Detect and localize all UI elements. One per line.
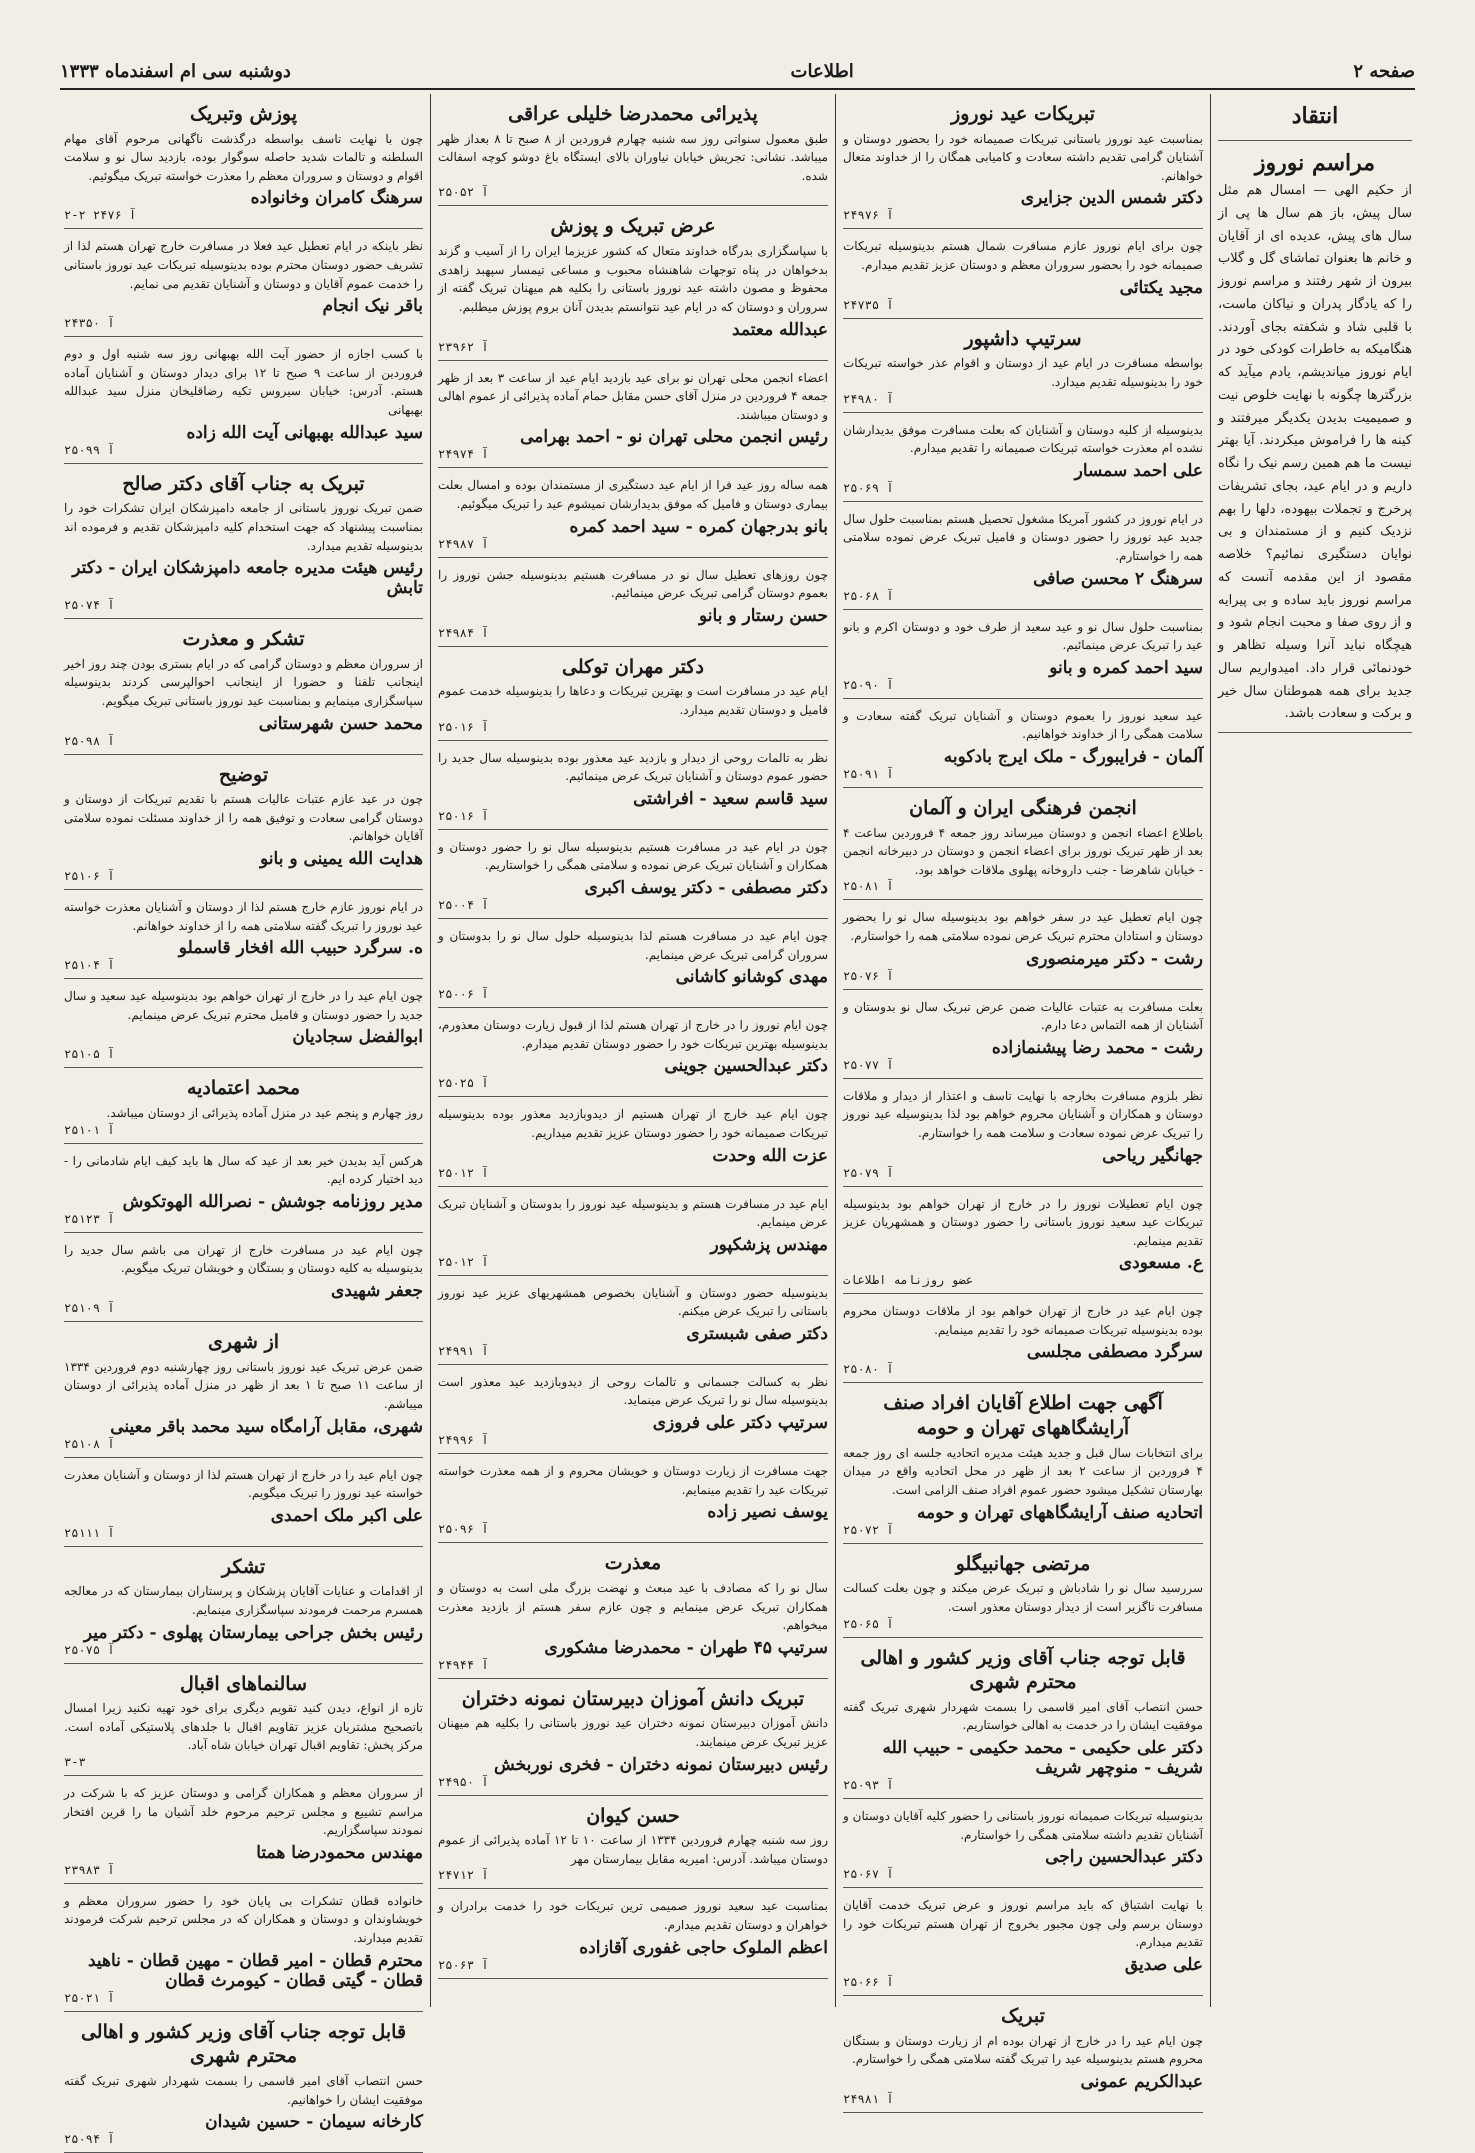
notice-body: هرکس آید بدیدن خیر بعد از عید که سال ها باید کیف ایام شادمانی را - دید اختیار کرده ایم. <box>64 1153 423 1187</box>
notice-body: عید سعید نوروز را بعموم دوستان و آشنایان تبریک گفته سعادت و سلامت همگی را از خداوند خواهانیم. <box>843 708 1203 742</box>
notice-card <box>438 927 828 1008</box>
notice-code: ۲-۲ آ ۲۴۷۶ <box>64 208 137 223</box>
notice-signature: مهدی کوشانو کاشانی <box>675 967 828 988</box>
notice-card <box>64 1076 423 1143</box>
notice-body: روز چهارم و پنجم عید در منزل آماده پذیرائی از دوستان میباشد. <box>106 1106 423 1121</box>
notice-title: تشکر <box>221 1555 266 1578</box>
notice-signature: شهری، مقابل آرامگاه سید محمد باقر معینی <box>110 1416 423 1437</box>
notice-body: بمناسبت عید نوروز باستانی تبریکات صمیمانه خود را بحضور دوستان و آشنایان گرامی تقدیم داشته سعادت و کامیابی همگان را از خداوند متعال خواهانم. <box>843 131 1203 183</box>
notice-signature: مهندس محمودرضا همتا <box>256 1842 423 1863</box>
header-rule <box>60 88 1415 90</box>
notices-column-1 <box>60 98 427 2147</box>
notice-body: تازه از انواع، دیدن کنید تقویم دیگری برای خود تهیه نکنید زیرا امسال باتصحیح مشتریان عزیز تقاویم اقبال با جلدهای پلاستیکی آماده است. مرکز پخش: تقاویم اقبال تهران خیابان شاه آباد. <box>64 1701 423 1753</box>
notice-body: چون برای ایام نوروز عازم مسافرت شمال هستم بدینوسیله تبریکات صمیمانه خود را بحضور سروران معظم و دوستان عزیز تقدیم میدارم. <box>843 239 1203 273</box>
notice-body: چون ایام نوروز را در خارج از تهران هستم لذا از قبول زیارت دوستان معذورم، بدینوسیله بهترین تبریکات خود را حضور دوستان تقدیم میدارم. <box>438 1018 828 1051</box>
notice-signature: عزت الله وحدت <box>712 1145 828 1166</box>
notice-code: آ ۲۴۹۴۴ <box>438 1657 489 1672</box>
notice-code: آ ۲۴۹۸۱ <box>843 2091 894 2106</box>
notice-signature: مدیر روزنامه جوشش - نصرالله الهوتکوش <box>122 1191 423 1212</box>
notice-title: حسن کیوان <box>586 1804 680 1827</box>
notice-signature: سید عبدالله بهبهانی آیت الله زاده <box>186 422 423 443</box>
notice-code: آ ۲۴۹۸۷ <box>438 536 489 551</box>
notice-code: آ ۲۵۰۱۶ <box>438 719 489 734</box>
notice-body: ضمن عرض تبریک عید نوروز باستانی روز چهارشنبه دوم فروردین ۱۳۳۴ از ساعت ۱۱ صبح تا ۱ بعد از ظهر در منزل آماده پذیرائی از دوستان میباشم. <box>64 1359 423 1411</box>
notice-title: مرتضی جهانبیگلو <box>955 1552 1091 1575</box>
notice-body: از سروران معظم و دوستان گرامی که در ایام بستری بودن چند روز اخیر اینجانب تلفنا و حضورا از اینجانب احوالپرسی کردند بدینوسیله سپاسگزاری مینمایم و بمناسبت عید نوروز باستانی تبریک میگویم. <box>64 656 423 708</box>
notice-card <box>64 237 423 337</box>
notice-code: آ ۲۵۱۰۴ <box>64 958 115 973</box>
notice-code: آ ۲۵۰۸۱ <box>843 879 894 894</box>
notice-card <box>64 102 423 229</box>
editorial-column <box>1214 98 1416 2007</box>
notice-code: آ ۲۵۰۶۶ <box>843 1975 894 1990</box>
notice-body: ایام عید در مسافرت هستم و بدینوسیله عید نوروز را بدوستان و آشنایان تبریک عرض مینمایم. <box>438 1196 828 1230</box>
notice-code: آ ۲۵۰۷۲ <box>843 1522 894 1537</box>
notice-code: آ ۲۴۷۱۲ <box>438 1868 489 1883</box>
notice-code: آ ۲۴۹۵۰ <box>438 1774 489 1789</box>
notice-body: چون ایام عید خارج از تهران هستیم از دیدوبازدید معذور بوده بدینوسیله تبریکات صمیمانه خود را حضور دوستان عزیز تقدیم میداریم. <box>438 1107 828 1140</box>
notice-card <box>438 214 828 360</box>
notice-code: آ ۲۵۱۰۶ <box>64 869 115 884</box>
notice-body: باطلاع اعضاء انجمن و دوستان میرساند روز جمعه ۴ فروردین ساعت ۴ بعد از ظهر تبریک نوروز برای اعضاء انجمن و دوستان در دبیرخانه انجمن - خیابان شاهرضا - جنب داروخانه پهلوی ملاقات خواهد بود. <box>843 825 1203 877</box>
notice-title: محمد اعتمادیه <box>186 1077 301 1100</box>
notice-code: آ ۲۵۰۲۵ <box>438 1076 489 1091</box>
column-divider <box>430 94 431 2007</box>
notice-title: سرتیپ داشپور <box>964 327 1082 350</box>
notice-card <box>438 1373 828 1454</box>
notice-card <box>438 1687 828 1796</box>
notice-card <box>64 1330 423 1457</box>
notice-signature: بانو بدرجهان کمره - سید احمد کمره <box>569 516 828 537</box>
notice-card <box>843 1195 1203 1295</box>
notice-signature: ابوالفضل سجادیان <box>292 1027 423 1048</box>
notice-card <box>843 2004 1203 2113</box>
notice-title: تبریک دانش آموزان دبیرستان نمونه دختران <box>461 1687 805 1710</box>
notice-title: انجمن فرهنگی ایران و آلمان <box>909 796 1137 819</box>
notice-body: با نهایت اشتیاق که باید مراسم نوروز و عرض تبریک خدمت آقایان دوستان برسم ولی چون مجبور بخروج از تهران هستم تبریکات خود را تقدیم میدارم. <box>843 1898 1203 1950</box>
notice-card <box>438 1462 828 1543</box>
notice-card <box>843 1087 1203 1187</box>
notice-card <box>438 369 828 469</box>
notice-title: آگهی جهت اطلاع آقایان افراد صنف آرایشگاههای تهران و حومه <box>883 1392 1163 1440</box>
notice-card <box>438 476 828 557</box>
notice-code: آ ۲۵۰۹۴ <box>64 2132 115 2147</box>
notice-signature: حسن رستار و بانو <box>699 605 828 626</box>
notice-card <box>438 1105 828 1186</box>
notice-code: آ ۲۵۰۸۰ <box>843 1362 894 1377</box>
notice-code: آ ۲۵۰۶۳ <box>438 1957 489 1972</box>
notice-body: چون ایام عید را در خارج از تهران بوده ام از زیارت دوستان و بستگان محروم هستم بدینوسیله عید را تبریک گفته سلامتی همگی را خواستارم. <box>843 2033 1203 2067</box>
notice-code: آ ۲۵۰۹۶ <box>438 1522 489 1537</box>
notice-signature: رشت - دکتر میرمنصوری <box>1025 948 1203 969</box>
notice-signature: دکتر عبدالحسین جوینی <box>664 1056 828 1077</box>
notice-body: چون ایام عید را در خارج از تهران هستم لذا از دوستان و آشنایان معذرت خواسته عید نوروز را تبریک میگویم. <box>64 1467 423 1501</box>
notice-code: آ ۲۴۹۸۴ <box>438 625 489 640</box>
notice-title: مراسم نوروز <box>1254 149 1376 176</box>
notice-body: بعلت مسافرت به عتبات عالیات ضمن عرض تبریک سال نو بدوستان و آشنایان از همه التماس دعا دارم. <box>843 999 1203 1033</box>
notice-code: آ ۲۵۰۹۸ <box>64 733 115 748</box>
notice-signature: اتحادیه صنف آرایشگاههای تهران و حومه <box>916 1502 1203 1523</box>
notice-signature: دکتر صفی شبستری <box>686 1323 828 1344</box>
notice-body: بواسطه مسافرت در ایام عید از دوستان و اقوام عذر خواسته تبریکات خود را بدینوسیله تقدیم میدارد. <box>843 356 1203 389</box>
notice-card <box>1218 102 1412 141</box>
column-divider <box>1210 94 1211 2007</box>
notice-code: آ ۲۵۱۰۵ <box>64 1047 115 1062</box>
notice-code: آ ۲۵۰۶۸ <box>843 588 894 603</box>
notice-signature: رئیس هیئت مدیره جامعه دامپزشکان ایران - دکتر تابش <box>72 558 423 599</box>
notice-code: آ ۲۵۰۶۷ <box>843 1867 894 1882</box>
notice-signature: دکتر علی حکیمی - محمد حکیمی - حبیب الله شریف - منوچهر شریف <box>882 1738 1203 1779</box>
notice-signature: ه. سرگرد حبیب الله افخار قاسملو <box>178 938 423 959</box>
notice-card <box>64 1892 423 2012</box>
notice-card <box>64 472 423 619</box>
notice-body: طبق معمول سنواتی روز سه شنبه چهارم فروردین از ۸ صبح تا ۸ بعداز ظهر میباشد. نشانی: تجریش خیابان نیاوران بالای ایستگاه باغ دوشو کوچه اسفالت شده. <box>438 131 828 183</box>
notice-body: چون در عید عازم عتبات عالیات هستم با تقدیم تبریکات از دوستان و دوستان گرامی سعادت و توفیق همه را از خداوند مسئلت نموده سلامتی آقایان خواهانم. <box>64 792 423 844</box>
notice-code: ۳-۳ <box>64 1755 86 1770</box>
notice-body: با کسب اجازه از حضور آیت الله بهبهانی روز سه شنبه اول و دوم فروردین از ساعت ۹ صبح تا ۱۲ برای دیدار دوستان و آشنایان آماده هستم. آدرس: خیابان سیروس تکیه رضاقلیخان منزل سید عبدالله بهبهانی <box>64 347 423 418</box>
notice-card <box>843 796 1203 900</box>
notice-signature: علی صدیق <box>1124 1955 1203 1976</box>
notice-signature: آلمان - فرایبورگ - ملک ایرج بادکوبه <box>943 746 1203 767</box>
notice-body: در ایام نوروز در کشور آمریکا مشغول تحصیل هستم بمناسبت حلول سال جدید عید نوروز را حضور دوستان و فامیل تبریک عرض نموده سلامتی همه را خواستارم. <box>843 511 1203 563</box>
notice-card <box>438 749 828 830</box>
notice-code: آ ۲۵۱۱۱ <box>64 1525 115 1540</box>
column-divider <box>835 94 836 2007</box>
notice-card <box>843 908 1203 989</box>
notice-body: جهت مسافرت از زیارت دوستان و خویشان محروم و از همه معذرت خواسته تبریکات عید را تقدیم مینمایم. <box>438 1464 828 1497</box>
notice-title: تبریک <box>1001 2005 1045 2028</box>
notice-body: بدینوسیله حضور دوستان و آشنایان بخصوص همشهریهای عزیز عید نوروز باستانی را تبریک عرض میکنم. <box>438 1285 828 1319</box>
notice-signature: هدایت الله یمینی و بانو <box>260 849 423 870</box>
notice-signature: سید قاسم سعید - افراشتی <box>633 788 828 809</box>
notice-code: آ ۲۵۰۹۱ <box>843 766 894 781</box>
notice-body: روز سه شنبه چهارم فروردین ۱۳۳۴ از ساعت ۱۰ تا ۱۲ آماده پذیرائی از عموم دوستان میباشد. آدرس: امیریه مقابل بیمارستان مهر <box>438 1833 828 1866</box>
notice-code: آ ۲۵۰۰۶ <box>438 987 489 1002</box>
notice-code: آ ۲۵۰۱۲ <box>438 1254 489 1269</box>
notice-card <box>438 102 828 206</box>
notice-body: همه ساله روز عید فرا از ایام عید دستگیری از مستمندان بوده و امسال بعلت بیماری دوستان و فامیل که موفق بدیدارشان نمیشوم عید را تبریک میگوئیم. <box>438 478 828 511</box>
notice-signature: رئیس دبیرستان نمونه دختران - فخری نوربخش <box>493 1754 828 1775</box>
notice-signature: باقر نیک انجام <box>322 296 423 317</box>
notice-code: آ ۲۵۰۹۳ <box>843 1778 894 1793</box>
notice-card <box>843 421 1203 502</box>
notice-card <box>843 237 1203 318</box>
notice-card <box>438 1897 828 1978</box>
notice-title: سالنماهای اقبال <box>180 1672 307 1695</box>
notice-code: آ ۲۴۹۸۰ <box>843 391 894 406</box>
notice-signature: محترم قطان - امیر قطان - مهین قطان - ناهید قطان - گیتی قطان - کیومرث قطان <box>87 1950 423 1991</box>
notice-title: قابل توجه جناب آقای وزیر کشور و اهالی محترم شهری <box>80 2020 407 2068</box>
notice-title: تبریک به جناب آقای دکتر صالح <box>122 472 365 495</box>
notices-column-2 <box>434 98 832 2007</box>
notice-card <box>64 763 423 890</box>
notice-signature: سرتیپ ۴۵ طهران - محمدرضا مشکوری <box>544 1637 828 1658</box>
notice-body: چون ایام عید در مسافرت خارج از تهران می باشم سال جدید را بدینوسیله به کلیه دوستان و بستگان و خویشان تبریک میگویم. <box>64 1242 423 1276</box>
notice-title: تشکر و معذرت <box>182 628 305 651</box>
notice-body: برای انتخابات سال قبل و جدید هیئت مدیره اتحادیه جلسه ای روز جمعه ۴ فروردین از ساعت ۲ بعد از ظهر در محل اتحادیه واقع در میدان بهارستان تشکیل میشود حضور عموم افراد صنف الزامی است. <box>843 1445 1203 1498</box>
notice-body: حسن انتصاب آقای امیر قاسمی را بسمت شهردار شهری تبریک گفته موفقیت ایشان را در خدمت به اهالی خواستاریم. <box>843 1699 1203 1733</box>
notice-signature: دکتر مصطفی - دکتر یوسف اکبری <box>584 877 828 898</box>
notice-card <box>438 566 828 647</box>
notice-title: قابل توجه جناب آقای وزیر کشور و اهالی محترم شهری <box>860 1646 1186 1694</box>
notice-body: حسن انتصاب آقای امیر قاسمی را بسمت شهردار شهری تبریک گفته موفقیت ایشان را خواهانیم. <box>64 2074 423 2107</box>
notice-title: پذیرائی محمدرضا خلیلی عراقی <box>508 103 758 125</box>
notice-code: آ ۲۴۹۷۴ <box>438 447 489 462</box>
notice-code: آ ۲۵۰۲۱ <box>64 1990 115 2005</box>
notice-body: اعضاء انجمن محلی تهران نو برای عید بازدید ایام عید از ساعت ۳ بعد از ظهر جمعه ۴ فروردین در منزل آقای حسن مقابل حمام آماده پذیرائی از عموم اهالی و دوستان میباشند. <box>438 370 828 422</box>
notice-title: توضیح <box>218 763 269 786</box>
notice-card <box>64 1555 423 1664</box>
notice-signature: علی احمد سمسار <box>1074 460 1203 481</box>
notice-title: دکتر مهران توکلی <box>562 655 704 678</box>
paper-name: اطلاعات <box>790 60 854 82</box>
notice-card <box>438 838 828 919</box>
notice-code: آ ۲۴۷۳۵ <box>843 297 894 312</box>
notice-body: سال نو را که مصادف با عید مبعث و نهضت بزرگ ملی است به دوستان و همکاران تبریک عرض مینمایم و چون عازم سفر هستم از بازدید معذرت میخواهم. <box>438 1580 828 1633</box>
notice-code: آ ۲۵۰۷۶ <box>843 968 894 983</box>
notice-code: آ ۲۵۰۰۴ <box>438 897 489 912</box>
notice-body: بمناسبت عید سعید نوروز صمیمی ترین تبریکات خود را خدمت برادران و خواهران و دوستان تقدیم میدارم. <box>438 1899 828 1933</box>
issue-date: دوشنبه سی ام اسفندماه ۱۳۳۳ <box>60 60 291 82</box>
notice-code: آ ۲۵۰۹۹ <box>64 442 115 457</box>
notice-body: چون ایام عید در مسافرت هستم لذا بدینوسیله حلول سال نو را بدوستان و سروران گرامی تبریک عرض مینمایم. <box>438 928 828 962</box>
notice-card <box>438 1284 828 1365</box>
notice-card <box>64 1241 423 1322</box>
notice-card <box>843 1646 1203 1800</box>
page-label: صفحه ۲ <box>1353 60 1415 82</box>
notice-signature: جهانگیر ریاحی <box>1102 1145 1203 1166</box>
notice-card <box>843 102 1203 229</box>
notice-signature: ع. مسعودی <box>1118 1253 1203 1274</box>
notice-signature: محمد حسن شهرستانی <box>258 713 423 734</box>
notice-card <box>843 1391 1203 1543</box>
notice-signature: رشت - محمد رضا پیشنمازاده <box>991 1037 1203 1058</box>
notice-code: آ ۲۵۰۶۵ <box>843 1616 894 1631</box>
notice-signature: سرهنگ کامران وخانواده <box>250 188 423 209</box>
notice-body: سررسید سال نو را شادباش و تبریک عرض میکند و چون بعلت کسالت مسافرت ناگزیر است از دیدار دوستان معذور است. <box>843 1581 1203 1614</box>
notice-signature: عبدالله معتمد <box>732 319 828 340</box>
notice-code: آ ۲۵۰۱۶ <box>438 808 489 823</box>
notice-body: از حکیم الهی — امسال هم مثل سال پیش، باز هم سال ها پی از سال های پیش، عدیده ای از آقایان و خانم ها بعنوان تماشای گل و گلاب بیرون از شهر رفتند و مراسم نوروز را که یادگار پدران و نیاکان ماست، با قلبی شاد و شکفته بجای آوردند. هنگامیکه به خاطرات کودکی خود در ایام نوروز میاندیشم، یادم میآید که بزرگترها چگونه با نهایت خلوص نیت و صمیمیت بدیدن یکدیگر میرفتند و کینه ها را فراموش میکردند. آیا بهتر نیست ما هم همین رسم نیک را نگاه داریم و در ایام عید، بجای تشریفات پرخرج و تجملات بیهوده، دلها را بهم نزدیک کنیم و از مستمندان و بی نوایان دستگیری نمائیم؟ خلاصه مقصود از این مقدمه آنست که مراسم نوروز باید ساده و بی پیرایه و از روی صفا و محبت انجام شود و هیچگاه نباید آنرا وسیله تظاهر و خودنمائی قرار داد. امیدواریم سال جدید برای همه هموطنان سال خیر و برکت و سعادت باشد. <box>1218 183 1412 722</box>
notice-title: تبریکات عید نوروز <box>951 103 1095 125</box>
notice-code: آ ۲۴۹۹۶ <box>438 1433 489 1448</box>
notice-card <box>64 987 423 1068</box>
notice-body: نظر به کسالت جسمانی و تالمات روحی از دیدوبازدید عید معذور است بدینوسیله سال نو را تبریک عرض مینماید. <box>438 1374 828 1408</box>
notice-title: معذرت <box>604 1552 662 1575</box>
notice-body: با سپاسگزاری بدرگاه خداوند متعال که کشور عزیزما ایران را از آسیب و گزند بدخواهان در پناه توجهات شاهنشاه محبوب و مساعی تیمسار سپهبد زاهدی محفوظ و مصون داشته عید نوروز باستانی را بکلیه هم میهنان تبریک گفته از سروران و دوستان که در ایام عید نتوانستم بدیدن آنان بروم پوزش میطلبم. <box>438 244 828 314</box>
notice-card <box>64 1672 423 1776</box>
notice-code: آ ۲۵۱۰۹ <box>64 1301 115 1316</box>
notice-code: آ ۲۵۰۹۰ <box>843 677 894 692</box>
notice-body: بدینوسیله تبریکات صمیمانه نوروز باستانی را حضور کلیه آقایان دوستان و آشنایان تقدیم داشته سلامتی همگی را خواستارم. <box>843 1809 1203 1842</box>
notice-body: ایام عید در مسافرت است و بهترین تبریکات و دعاها را بدینوسیله خدمت عموم فامیل و دوستان تقدیم میدارد. <box>438 684 828 717</box>
notice-card <box>64 1152 423 1233</box>
notice-code: آ ۲۵۰۷۴ <box>64 598 115 613</box>
notice-signature: رئیس انجمن محلی تهران نو - احمد بهرامی <box>520 427 828 448</box>
notice-code: آ ۲۵۰۷۵ <box>64 1642 115 1657</box>
notice-card <box>843 1552 1203 1638</box>
notice-card <box>64 627 423 754</box>
notice-signature: سرگرد مصطفی مجلسی <box>1026 1342 1203 1363</box>
notice-body: چون ایام عید را در خارج از تهران خواهم بود بدینوسیله عید سعید و سال جدید را حضور دوستان و فامیل محترم تبریک عرض مینمایم. <box>64 989 423 1022</box>
notice-body: چون ایام تعطیل عید در سفر خواهم بود بدینوسیله سال نو را بحضور دوستان و استادان محترم تبریک عرض نموده سلامتی همه را خواستارم. <box>843 910 1203 943</box>
notice-signature: سید احمد کمره و بانو <box>1049 657 1203 678</box>
notice-body: بمناسبت حلول سال نو و عید سعید از طرف خود و دوستان اکرم و بانو عید را تبریک عرض مینمائیم. <box>843 619 1203 653</box>
notice-code: آ ۲۵۱۲۳ <box>64 1211 115 1226</box>
notice-signature: عبدالکریم عمونی <box>1080 2071 1203 2092</box>
notice-body: بدینوسیله از کلیه دوستان و آشنایان که بعلت مسافرت موفق بدیدارشان نشده ام معذرت خواسته تبریکات صمیمانه را تقدیم میدارم. <box>843 422 1203 456</box>
notice-body: از اقدامات و عنایات آقایان پزشکان و پرستاران بیمارستان که در معالجه همسرم مرحمت فرمودند سپاسگزاری مینمایم. <box>64 1584 423 1617</box>
notice-body: در ایام نوروز عازم خارج هستم لذا از دوستان و آشنایان معذرت خواسته عید نوروز را تبریک گفته سلامتی همه را از خداوند خواهانم. <box>64 900 423 933</box>
notice-code: آ ۲۵۰۱۲ <box>438 1165 489 1180</box>
notice-card <box>843 998 1203 1079</box>
notice-body: چون روزهای تعطیل سال نو در مسافرت هستیم بدینوسیله جشن نوروز را بعموم دوستان گرامی تبریک عرض مینمائیم. <box>438 567 828 601</box>
notice-card <box>843 327 1203 413</box>
notice-body: از سروران معظم و همکاران گرامی و دوستان عزیز که با شرکت در مراسم تشییع و مجلس ترحیم مرحوم خلد آشیان ما را قرین افتخار نمودند سپاسگزاریم. <box>64 1786 423 1838</box>
notice-code: آ ۲۴۹۹۱ <box>438 1343 489 1358</box>
notice-body: چون در ایام عید در مسافرت هستیم بدینوسیله سال نو را حضور دوستان و همکاران و آشنایان تبریک عرض نموده و سلامتی همگی را خواستاریم. <box>438 839 828 873</box>
notice-signature: یوسف نصیر زاده <box>707 1502 828 1523</box>
notice-signature: اعظم الملوک حاجی غفوری آقازاده <box>579 1937 828 1958</box>
notice-card <box>438 1016 828 1097</box>
notice-code: آ ۲۵۰۷۷ <box>843 1057 894 1072</box>
notice-code: آ ۲۴۳۵۰ <box>64 316 115 331</box>
notice-body: چون با نهایت تاسف بواسطه درگذشت ناگهانی مرحوم آقای مهام السلطنه و تالمات شدید حاصله سوگوار بوده، بازدید سال نو و سلامت اقوام و دوستان و سروران معظم را معذرت خواسته تبریک میگوئیم. <box>64 131 423 183</box>
notice-code: آ ۲۵۰۶۹ <box>843 480 894 495</box>
notice-code: آ ۲۵۱۰۸ <box>64 1436 115 1451</box>
notice-card <box>438 1551 828 1678</box>
notice-title: از شهری <box>207 1331 280 1354</box>
notice-code: آ ۲۵۰۷۹ <box>843 1165 894 1180</box>
notice-signature: جعفر شهیدی <box>330 1281 423 1302</box>
notice-signature: رئیس بخش جراحی بیمارستان پهلوی - دکتر میر <box>83 1622 423 1643</box>
notice-title: انتقاد <box>1291 103 1339 129</box>
masthead <box>60 56 1415 86</box>
notice-code: آ ۲۳۹۶۲ <box>438 339 489 354</box>
notice-body: ضمن تبریک نوروز باستانی از جامعه دامپزشکان ایران تشکرات خود را بمناسبت پیشنهاد که جهت استخدام کلیه دامپزشکان تقدیم و فرموده اند بدینوسیله تقدیم میدارد. <box>64 501 423 553</box>
notice-card <box>438 1195 828 1276</box>
notice-title: پوزش وتبریک <box>189 103 298 125</box>
notice-signature: دکتر شمس الدین جزایری <box>1020 188 1203 209</box>
notice-card <box>64 1466 423 1547</box>
notice-card <box>438 655 828 741</box>
notice-signature: مهندس پزشکپور <box>710 1234 828 1255</box>
notice-card <box>843 1807 1203 1888</box>
notice-code: آ ۲۴۹۷۶ <box>843 208 894 223</box>
notice-card <box>64 1784 423 1884</box>
notice-card <box>64 2020 423 2153</box>
notice-title: عرض تبریک و پوزش <box>550 215 716 238</box>
notice-code: آ ۲۵۱۰۱ <box>64 1122 115 1137</box>
notice-body: چون ایام تعطیلات نوروز را در خارج از تهران خواهم بود بدینوسیله تبریکات عید سعید نوروز باستانی را حضور دوستان و همشهریان عزیز تقدیم مینمایم. <box>843 1196 1203 1248</box>
notice-body: نظر بلزوم مسافرت بخارجه با نهایت تاسف و اعتذار از دیدار و ملاقات دوستان و همکاران و آشنایان محروم خواهم بود لذا بدینوسیله عید نوروز را تبریک عرض نموده سعادت و سلامت همه را خواستارم. <box>843 1088 1203 1140</box>
notice-card <box>843 1302 1203 1383</box>
notice-signature: دکتر عبدالحسین راجی <box>1045 1847 1203 1868</box>
notice-signature: کارخانه سیمان - حسین شیدان <box>205 2112 423 2133</box>
notice-card <box>843 707 1203 788</box>
notices-column-3 <box>839 98 1207 2106</box>
notice-code: عضو روزنامه اطلاعات <box>843 1273 974 1288</box>
notice-signature: مجید یکتائی <box>1119 277 1203 298</box>
notice-code: آ ۲۳۹۸۳ <box>64 1862 115 1877</box>
notice-card <box>843 618 1203 699</box>
notice-body: نظر به تالمات روحی از دیدار و بازدید عید معذور بوده بدینوسیله سال جدید را حضور عموم دوستان و آشنایان تبریک عرض مینمائیم. <box>438 750 828 784</box>
notice-card <box>64 898 423 979</box>
notice-code: آ ۲۵۰۵۲ <box>438 185 489 200</box>
notice-card <box>843 1896 1203 1996</box>
notice-body: چون ایام عید در خارج از تهران خواهم بود از ملاقات دوستان محروم بوده بدینوسیله تبریکات صمیمانه خود را تقدیم مینمایم. <box>843 1304 1203 1337</box>
notice-card <box>438 1804 828 1890</box>
notice-card <box>1218 149 1412 734</box>
notice-signature: سرتیپ دکتر علی فروزی <box>652 1413 828 1434</box>
notice-signature: علی اکبر ملک احمدی <box>270 1505 423 1526</box>
notice-card <box>64 345 423 463</box>
notice-body: نظر باینکه در ایام تعطیل عید فعلا در مسافرت خارج تهران هستم لذا از تشریف حضور دوستان محترم بوده بدینوسیله تبریکات عید نوروز باستانی را خدمت عموم آقایان و دوستان و آشنایان تقدیم می نمایم. <box>64 239 423 291</box>
notice-card <box>843 510 1203 610</box>
notice-signature: سرهنگ ۲ محسن صافی <box>1033 568 1203 589</box>
notice-body: دانش آموزان دبیرستان نمونه دختران عید نوروز باستانی را بکلیه هم میهنان عزیز تبریک عرض مینمایند. <box>438 1716 828 1749</box>
notice-body: خانواده قطان تشکرات بی پایان خود را حضور سروران معظم و خویشاوندان و دوستان و همکاران که در مجلس ترحیم شرکت فرمودند تقدیم میدارند. <box>64 1893 423 1946</box>
